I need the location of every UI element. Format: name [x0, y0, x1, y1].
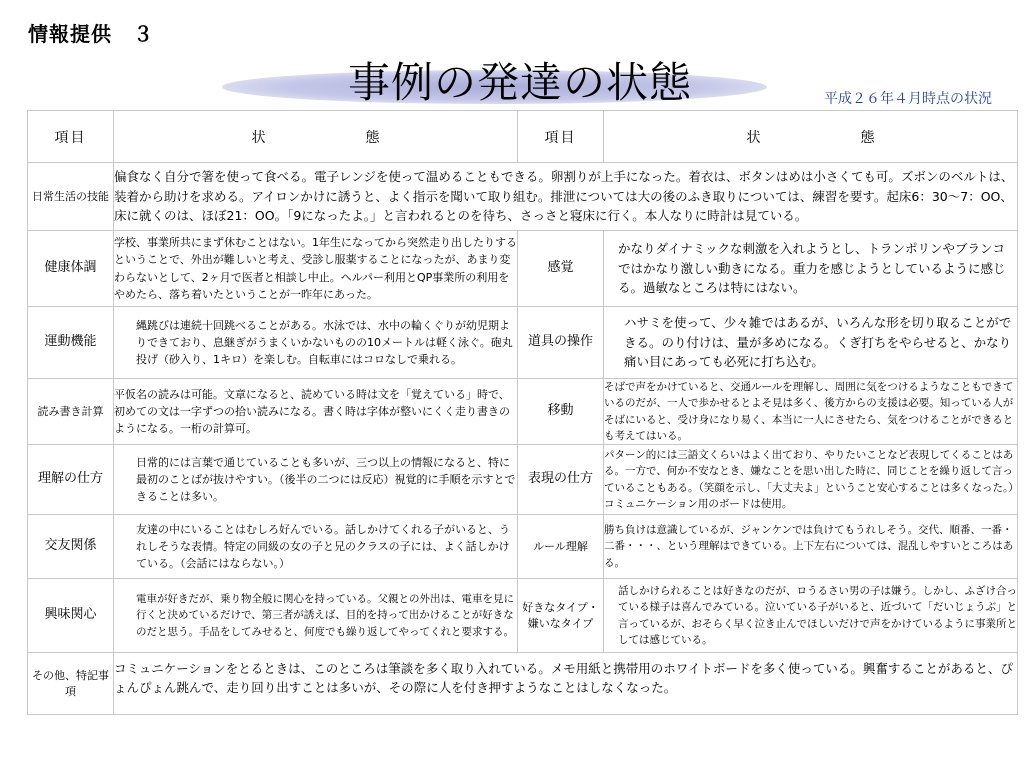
row-label-friendships: 交友関係 — [28, 515, 114, 579]
header-status-right: 状 態 — [604, 111, 1018, 163]
table-row-other — [28, 653, 1018, 715]
table-row — [28, 307, 1018, 379]
row-label-other-notes: その他、特記事項 — [28, 653, 114, 715]
row-label-sensation: 感覚 — [518, 231, 604, 307]
row-label-daily-life: 日常生活の技能 — [28, 163, 114, 231]
row-text-health: 学校、事業所共にまず休むことはない。1年生になってから突然走り出したりするということで、外出が難しいと考え、受診し服薬することになったが、あまり変わらないとして、2ヶ月で医者と相談し中止。ヘルパー利用とQP事業所の利用をやめたら、落ち着いたということが一昨年にあった。 — [114, 231, 518, 307]
page-title: 事例の発達の状態 — [347, 58, 692, 107]
header-item-right: 項目 — [518, 111, 604, 163]
as-of-date: 平成２６年４月時点の状況 — [824, 91, 992, 107]
row-label-expression: 表現の仕方 — [518, 445, 604, 515]
table-row — [28, 445, 1018, 515]
row-label-motor: 運動機能 — [28, 307, 114, 379]
table-row — [28, 379, 1018, 445]
table-header-row — [28, 111, 1018, 163]
row-label-rule-understanding: ルール理解 — [518, 515, 604, 579]
header-status-left: 状 態 — [114, 111, 518, 163]
row-text-motor: 縄跳びは連続十回跳べることがある。水泳では、水中の輪くぐりが幼児期よりできており、息継ぎがうまくいかないものの10メートルは軽く泳ぐ。砲丸投げ（砂入り、1キロ）を楽しむ。自転車にはコロなしで乗れる。 — [114, 307, 518, 379]
row-label-reading: 読み書き計算 — [28, 379, 114, 445]
row-label-likes-dislikes: 好きなタイプ・嫌いなタイプ — [518, 579, 604, 653]
row-text-sensation: かなりダイナミックな刺激を入れようとし、トランポリンやブランコではかなり激しい動きになる。重力を感じようとしているように感じる。過敏なところは特にはない。 — [604, 231, 1018, 307]
row-label-health: 健康体調 — [28, 231, 114, 307]
table-row — [28, 579, 1018, 653]
row-label-interests: 興味関心 — [28, 579, 114, 653]
row-text-likes-dislikes: 話しかけられることは好きなのだが、ロうるさい男の子は嫌う。しかし、ふざけ合っている様子は喜んでみている。泣いている子がいると、近づいて「だいじょうぶ」と言っているが、おそらく早く泣き止んでほしいだけで声をかけているように事業所としては感じている。 — [604, 579, 1018, 653]
row-text-rule-understanding: 勝ち負けは意識しているが、ジャンケンでは負けてもうれしそう。交代、順番、一番・二番・・・、という理解はできている。上下左右については、混乱しやすいところはある。 — [604, 515, 1018, 579]
table-row — [28, 231, 1018, 307]
row-text-interests: 電車が好きだが、乗り物全般に関心を持っている。父親との外出は、電車を見に行くと決めているだけで、第三者が誘えば、目的を持って出かけることが好きなのだと思う。手品をしてみせると、何度でも繰り返してやってくれと要求する。 — [114, 579, 518, 653]
row-label-tool-use: 道具の操作 — [518, 307, 604, 379]
row-text-mobility: そばで声をかけていると、交通ルールを理解し、周囲に気をつけるようなこともできているのだが、一人で歩かせるとよそ見は多く、後方からの支援は必要。知っている人がそばにいると、受け身になり易く、本当に一人にさせたら、気をつけることができるとも考えてはいる。 — [604, 379, 1018, 445]
header-item-left: 項目 — [28, 111, 114, 163]
row-text-understanding: 日常的には言葉で通じていることも多いが、三つ以上の情報になると、特に最初のことばが抜けやすい。（後半の二つには反応）視覚的に手順を示すとできることは多い。 — [114, 445, 518, 515]
row-text-other-notes: コミュニケーションをとるときは、このところは筆談を多く取り入れている。メモ用紙と携帯用のホワイトボードを多く使っている。興奮することがあると、ぴょんぴょん跳んで、走り回り出すことは多いが、その際に人を付き押すようなことはしなくなった。 — [114, 653, 1018, 715]
row-text-expression: パターン的には三語文くらいはよく出ており、やりたいことなど表現してくることはある。一方で、何か不安なとき、嫌なことを思い出した時に、同じことを繰り返して言っていることもある。（笑顔を示し、「大丈夫よ」ということ安心することは多くなった。）コミュニケーション用のボードは使用。 — [604, 445, 1018, 515]
table-row — [28, 515, 1018, 579]
row-label-mobility: 移動 — [518, 379, 604, 445]
table-row-daily-life — [28, 163, 1018, 231]
info-provision-label: 情報提供 ３ — [28, 22, 154, 46]
row-text-daily-life: 偏食なく自分で箸を使って食べる。電子レンジを使って温めることもできる。卵割りが上手になった。着衣は、ボタンはめは小さくても可。ズボンのベルトは、装着から助けを求める。アイロンかけに誘うと、よく指示を聞いて取り組む。排泄については大の後のふき取りについては、練習を要す。起床6：30～7：OO、床に就くのは、ほぼ21：OO。「9になったよ。」と言われるとのを待ち、さっさと寝床に行く。本人なりに時計は見ている。 — [114, 163, 1018, 231]
row-label-understanding: 理解の仕方 — [28, 445, 114, 515]
row-text-friendships: 友達の中にいることはむしろ好んでいる。話しかけてくれる子がいると、うれしそうな表情。特定の同級の女の子と兄のクラスの子には、よく話しかけている。（会話にはならない。） — [114, 515, 518, 579]
row-text-tool-use: ハサミを使って、少々雑ではあるが、いろんな形を切り取ることができる。のり付けは、量が多めになる。くぎ打ちをやらせると、かなり痛い目にあっても必死に打ち込む。 — [604, 307, 1018, 379]
row-text-reading: 平仮名の読みは可能。文章になると、読めている時は文を「覚えている」時で、初めての文は一字ずつの拾い読みになる。書く時は字体が整いにくく走り書きのようになる。一桁の計算可。 — [114, 379, 518, 445]
development-status-table — [27, 110, 1018, 715]
